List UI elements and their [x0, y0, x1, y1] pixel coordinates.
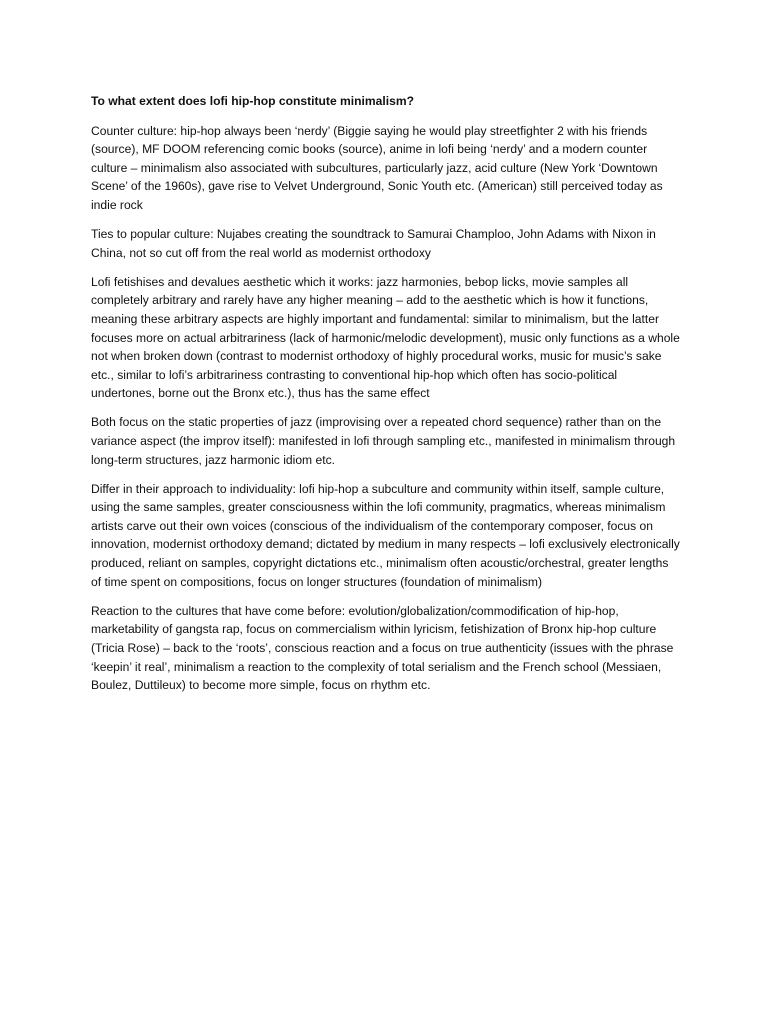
paragraph-aesthetic: Lofi fetishises and devalues aesthetic which it works: jazz harmonies, bebop licks, movie samples all completely arbitrary and rarely have any higher meaning – add to the aesthetic which is how it functions, meaning these arbitrary aspects are highly important and fundamental: similar to minimalism, but the latter focuses more on actual arbitrariness (lack of harmonic/melodic development), music only functions as a whole not when broken down (contrast to modernist orthodoxy of highly procedural works, music for music’s sake etc., similar to lofi’s arbitrariness contrasting to conventional hip-hop which often has socio-political undertones, borne out the Bronx etc.), thus has the same effect: [91, 274, 680, 401]
paragraph-reaction: Reaction to the cultures that have come before: evolution/globalization/commodification of hip-hop, marketability of gangsta rap, focus on commercialism within lyricism, fetishization of Bronx hip-hop culture (Tricia Rose) – back to the ‘roots’, conscious reaction and a focus on true authenticity (issues with the phrase ‘keepin’ it real’, minimalism a reaction to the complexity of total serialism and the French school (Messiaen, Boulez, Duttileux) to become more simple, focus on rhythm etc.: [91, 603, 674, 693]
paragraph-counter-culture: Counter culture: hip-hop always been ‘nerdy’ (Biggie saying he would play streetfighter 2 with his friends (source), MF DOOM referencing comic books (source), anime in lofi being ‘nerdy’ and a modern counter culture – minimalism also associated with subcultures, particularly jazz, acid culture (New York ‘Downtown Scene’ of the 1960s), gave rise to Velvet Underground, Sonic Youth etc. (American) still perceived today as indie rock: [91, 123, 663, 212]
document-body: [91, 92, 681, 705]
paragraph-jazz-properties: Both focus on the static properties of jazz (improvising over a repeated chord sequence) rather than on the variance aspect (the improv itself): manifested in lofi through sampling etc., manifested in minimalism through long-term structures, jazz harmonic idiom etc.: [91, 415, 676, 467]
paragraph-popular-culture: Ties to popular culture: Nujabes creating the soundtrack to Samurai Champloo, John Adams with Nixon in China, not so cut off from the real world as modernist orthodoxy: [91, 227, 656, 260]
paragraph-individuality: Differ in their approach to individuality: lofi hip-hop a subculture and community within itself, sample culture, using the same samples, greater consciousness within the lofi community, pragmatics, whereas minimalism artists carve out their own voices (conscious of the individualism of the contemporary composer, focus on innovation, modernist orthodoxy demand; dictated by medium in many respects – lofi exclusively electronically produced, reliant on samples, copyright dictations etc., minimalism often acoustic/orchestral, greater lengths of time spent on compositions, focus on longer structures (foundation of minimalism): [91, 481, 680, 589]
document-title: To what extent does lofi hip-hop constitute minimalism?: [91, 94, 414, 108]
